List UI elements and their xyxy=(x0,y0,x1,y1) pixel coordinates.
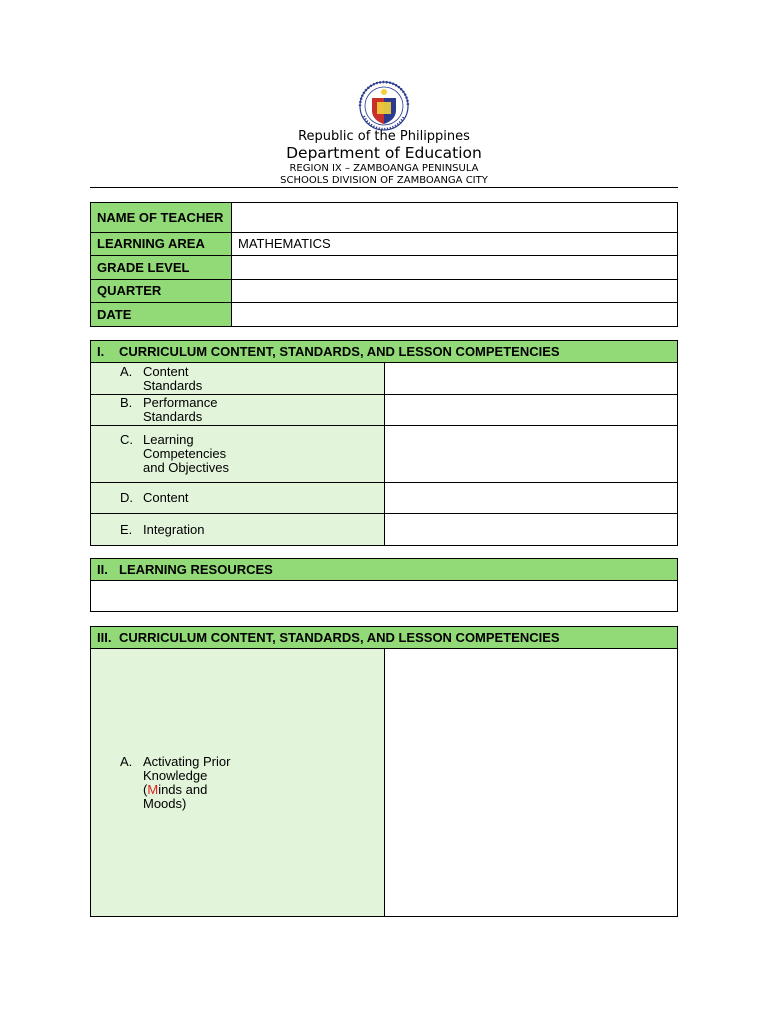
table-row xyxy=(91,581,678,612)
table-row xyxy=(91,649,678,917)
grade-level-label: GRADE LEVEL xyxy=(91,256,232,280)
section-3-title: CURRICULUM CONTENT, STANDARDS, AND LESSON COMPETENCIES xyxy=(119,629,560,645)
item-label: Content xyxy=(143,490,189,505)
performance-standards-field[interactable] xyxy=(384,395,678,426)
section-2-title: LEARNING RESOURCES xyxy=(119,561,273,577)
section-3-header-row xyxy=(91,627,678,649)
label-highlight: M xyxy=(147,781,159,797)
learning-resources-field[interactable] xyxy=(91,581,678,612)
section-2-header-row xyxy=(91,559,678,581)
table-row xyxy=(91,426,678,483)
table-row xyxy=(91,233,678,256)
content-standards-field[interactable] xyxy=(384,363,678,395)
item-letter: C. xyxy=(120,432,133,447)
section-1-title: CURRICULUM CONTENT, STANDARDS, AND LESSON COMPETENCIES xyxy=(119,343,560,359)
section-1-header-row xyxy=(91,341,678,363)
table-row xyxy=(91,303,678,327)
section-3-table xyxy=(90,626,678,917)
date-label: DATE xyxy=(91,303,232,327)
item-label: Integration xyxy=(143,521,205,537)
header-divider xyxy=(90,187,678,188)
item-label: Performance Standards xyxy=(143,395,218,424)
learning-competencies-label xyxy=(91,426,385,483)
grade-level-field[interactable] xyxy=(232,256,678,280)
table-row xyxy=(91,280,678,303)
division-heading: SCHOOLS DIVISION OF ZAMBOANGA CITY xyxy=(280,175,488,186)
quarter-field[interactable] xyxy=(232,280,678,303)
item-letter: D. xyxy=(120,490,133,505)
item-letter: E. xyxy=(120,521,133,537)
item-label xyxy=(143,755,243,811)
section-3-number: III. xyxy=(97,629,112,645)
item-label: Learning Competencies and Objectives xyxy=(143,432,229,475)
performance-standards-label xyxy=(91,395,385,426)
name-of-teacher-label: NAME OF TEACHER xyxy=(91,203,232,233)
activating-prior-knowledge-label xyxy=(91,649,385,917)
item-letter: A. xyxy=(120,753,133,769)
content-standards-label xyxy=(91,363,385,395)
content-label xyxy=(91,483,385,514)
section-1-number: I. xyxy=(97,343,105,359)
region-heading: REGION IX – ZAMBOANGA PENINSULA xyxy=(289,163,479,174)
learning-competencies-field[interactable] xyxy=(384,426,678,483)
learning-area-label: LEARNING AREA xyxy=(91,233,232,256)
content-field[interactable] xyxy=(384,483,678,514)
section-2-heading xyxy=(91,559,678,581)
table-row xyxy=(91,483,678,514)
section-1-heading xyxy=(91,341,678,363)
date-field[interactable] xyxy=(232,303,678,327)
republic-heading: Republic of the Philippines xyxy=(298,129,470,144)
teacher-info-table xyxy=(90,202,678,327)
table-row xyxy=(91,395,678,426)
activating-prior-knowledge-field[interactable] xyxy=(384,649,678,917)
section-1-table xyxy=(90,340,678,546)
item-letter: B. xyxy=(120,395,133,410)
item-label: Content Standards xyxy=(143,363,203,393)
section-2-number: II. xyxy=(97,561,108,577)
integration-field[interactable] xyxy=(384,514,678,546)
deped-seal-logo-icon xyxy=(350,80,418,132)
department-heading: Department of Education xyxy=(286,144,482,162)
table-row xyxy=(91,514,678,546)
learning-area-field[interactable]: MATHEMATICS xyxy=(232,233,678,256)
label-text: Activating Prior Knowledge ( xyxy=(143,753,231,797)
name-of-teacher-field[interactable] xyxy=(232,203,678,233)
label-text: inds and Moods) xyxy=(143,781,208,811)
table-row xyxy=(91,256,678,280)
section-3-heading xyxy=(91,627,678,649)
integration-label xyxy=(91,514,385,546)
table-row xyxy=(91,203,678,233)
item-letter: A. xyxy=(120,363,133,379)
quarter-label: QUARTER xyxy=(91,280,232,303)
table-row xyxy=(91,363,678,395)
section-2-table xyxy=(90,558,678,612)
